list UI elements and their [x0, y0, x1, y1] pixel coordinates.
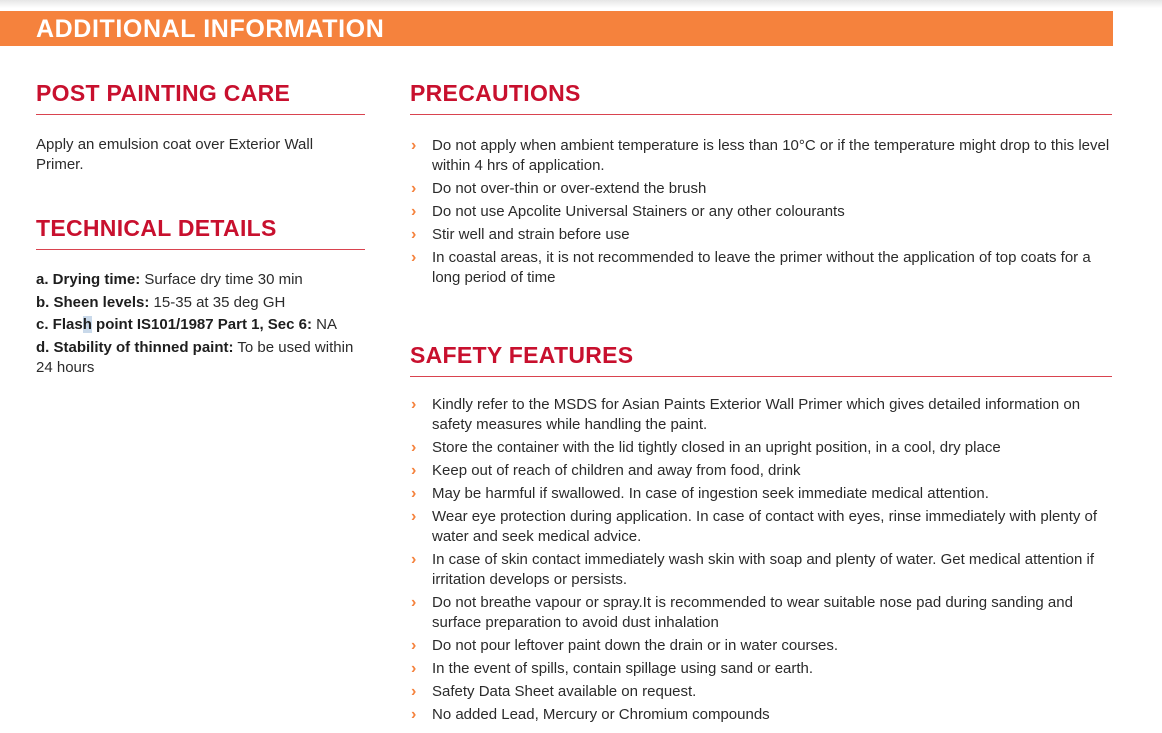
chevron-right-icon: ›: [411, 660, 417, 677]
list-item-text: Do not over-thin or over-extend the brush: [432, 180, 707, 197]
list-item: [410, 461, 1112, 481]
list-item-text: Do not pour leftover paint down the drain or in water courses.: [432, 637, 839, 654]
list-item: [410, 438, 1112, 458]
banner-title: ADDITIONAL INFORMATION: [36, 15, 385, 43]
section-title-precautions: PRECAUTIONS: [410, 80, 581, 106]
list-item-text: Kindly refer to the MSDS for Asian Paints Exterior Wall Primer which gives detailed information on safety measures while handling the paint.: [432, 396, 1081, 433]
tech-item-flash-point: [36, 315, 365, 335]
tech-value: Surface dry time 30 min: [140, 271, 303, 288]
list-item: [410, 484, 1112, 504]
list-item: [410, 179, 1110, 199]
list-item-text: No added Lead, Mercury or Chromium compounds: [432, 706, 770, 723]
chevron-right-icon: ›: [411, 594, 417, 611]
section-divider: [36, 114, 365, 115]
list-item-text: Stir well and strain before use: [432, 226, 630, 243]
precautions-list: [410, 136, 1110, 288]
section-title-technical-details: TECHNICAL DETAILS: [36, 215, 277, 241]
safety-features-list: [410, 395, 1112, 725]
tech-label: [36, 316, 312, 333]
list-item-text: Safety Data Sheet available on request.: [432, 683, 697, 700]
technical-details-section: [36, 214, 365, 380]
list-item-text: Wear eye protection during application. In case of contact with eyes, rinse immediately with plenty of water and seek medical advice.: [432, 508, 1098, 545]
tech-label: a. Drying time:: [36, 271, 141, 288]
list-item: [410, 248, 1110, 288]
tech-label: d. Stability of thinned paint:: [36, 338, 234, 356]
chevron-right-icon: ›: [411, 226, 417, 243]
list-item-text: In the event of spills, contain spillage using sand or earth.: [432, 660, 814, 677]
list-item-text: In case of skin contact immediately wash skin with soap and plenty of water. Get medical attention if irritation develops or persists.: [432, 551, 1094, 588]
post-painting-care-text: Apply an emulsion coat over Exterior Wall Primer.: [36, 136, 314, 173]
chevron-right-icon: ›: [411, 439, 417, 456]
list-item: [410, 659, 1112, 679]
list-item: [410, 395, 1112, 435]
precautions-section: [410, 79, 1112, 291]
list-item-text: Do not breathe vapour or spray.It is recommended to wear suitable nose pad during sanding and surface preparation to avoid dust inhalation: [432, 594, 1073, 631]
tech-item-drying-time: [36, 270, 365, 290]
section-title-safety-features: SAFETY FEATURES: [410, 342, 634, 368]
section-divider: [36, 249, 365, 250]
list-item: [410, 550, 1112, 590]
chevron-right-icon: ›: [411, 637, 417, 654]
tech-item-stability: [36, 338, 365, 378]
list-item: [410, 636, 1112, 656]
top-edge-shadow: [0, 0, 1162, 8]
chevron-right-icon: ›: [411, 180, 417, 197]
tech-value: 15-35 at 35 deg GH: [149, 293, 286, 311]
list-item: [410, 682, 1112, 702]
list-item: [410, 225, 1110, 245]
chevron-right-icon: ›: [411, 396, 417, 413]
section-title-post-painting-care: POST PAINTING CARE: [36, 80, 291, 106]
chevron-right-icon: ›: [411, 249, 417, 266]
tech-label: b. Sheen levels:: [36, 293, 150, 311]
chevron-right-icon: ›: [411, 551, 417, 568]
list-item-text: Store the container with the lid tightly closed in an upright position, in a cool, dry place: [432, 439, 1001, 456]
tech-value: NA: [311, 316, 337, 333]
chevron-right-icon: ›: [411, 462, 417, 479]
list-item-text: May be harmful if swallowed. In case of ingestion seek immediate medical attention.: [432, 485, 989, 502]
list-item: [410, 507, 1112, 547]
tech-value: To be used within 24 hours: [36, 338, 354, 376]
list-item-text: Do not apply when ambient temperature is less than 10°C or if the temperature might drop to this level within 4 hrs of application.: [432, 137, 1110, 174]
chevron-right-icon: ›: [411, 683, 417, 700]
tech-item-sheen-levels: [36, 293, 365, 313]
tech-label-part: point IS101/1987 Part 1, Sec 6:: [91, 316, 312, 333]
additional-information-banner: [0, 11, 1113, 46]
chevron-right-icon: ›: [411, 203, 417, 220]
list-item-text: Do not use Apcolite Universal Stainers or any other colourants: [432, 203, 845, 220]
chevron-right-icon: ›: [411, 137, 417, 154]
tech-label-part: c. Flas: [36, 316, 83, 333]
safety-features-section: [410, 341, 1112, 728]
list-item-text: Keep out of reach of children and away from food, drink: [432, 462, 801, 479]
list-item: [410, 202, 1110, 222]
text-selection-highlight: h: [82, 316, 92, 333]
list-item: [410, 593, 1112, 633]
list-item: [410, 136, 1110, 176]
technical-details-list: [36, 270, 365, 378]
section-divider: [410, 114, 1112, 115]
post-painting-care-section: [36, 79, 365, 175]
chevron-right-icon: ›: [411, 706, 417, 723]
chevron-right-icon: ›: [411, 485, 417, 502]
list-item: [410, 705, 1112, 725]
section-divider: [410, 376, 1112, 377]
chevron-right-icon: ›: [411, 508, 417, 525]
list-item-text: In coastal areas, it is not recommended to leave the primer without the application of top coats for a long period of time: [432, 249, 1091, 286]
